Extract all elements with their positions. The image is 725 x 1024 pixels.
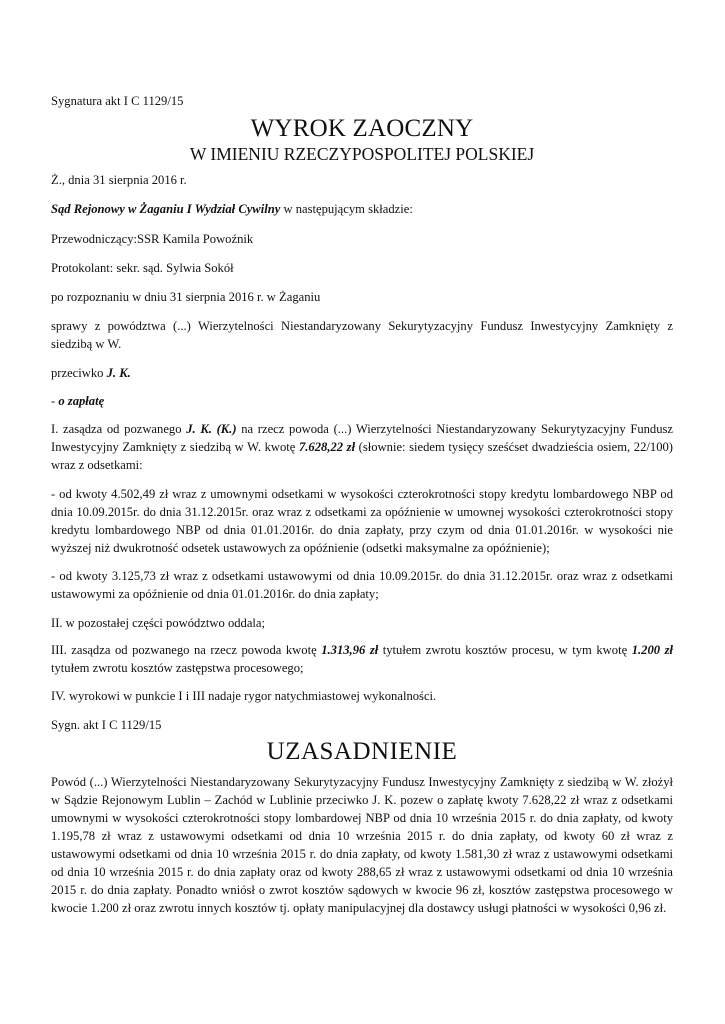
- court-composition: [51, 200, 673, 218]
- defendant-name: J. K.: [106, 366, 131, 380]
- interest-bullet-1: - od kwoty 4.502,49 zł wraz z umownymi odsetkami w wysokości czterokrotności stopy kredytu lombardowego NBP od dnia 10.09.2015r. do dnia 31.12.2015r. oraz wraz z odsetkami za opóźnienie w umownej wysokości czterokrotności stopy kredytu lombardowego NBP od dnia 01.01.2016r. do dnia zapłaty, przy czym od dnia 01.01.2016r. w wysokości nie wyższej niż dwukrotność odsetek ustawowych za opóźnienie (odsetki maksymalne za opóźnienie);: [51, 487, 673, 555]
- interest-bullet-2: - od kwoty 3.125,73 zł wraz z odsetkami ustawowymi od dnia 10.09.2015r. do dnia 31.12.2015r. oraz wraz z odsetkami ustawowymi za opóźnienie od dnia 01.01.2016r. do dnia zapłaty;: [51, 569, 673, 601]
- verdict-point-2: II. w pozostałej części powództwo oddala;: [51, 616, 266, 630]
- subject-text: o zapłatę: [58, 394, 105, 408]
- point3-middle: tytułem zwrotu kosztów procesu, w tym kwotę: [378, 643, 632, 657]
- judgment-subtitle: W IMIENIU RZECZYPOSPOLITEJ POLSKIEJ: [189, 144, 535, 164]
- justification-text: Powód (...) Wierzytelności Niestandaryzowany Sekurytyzacyjny Fundusz Inwestycyjny Zamknięty z siedzibą w W. złożył w Sądzie Rejonowym Lublin – Zachód w Lublinie przeciwko J. K. pozew o zapłatę kwoty 7.628,22 zł wraz z odsetkami umownymi w wysokości czterokrotności stopy lombardowej NBP od dnia 10 września 2015 r. do dnia zapłaty, od kwoty 1.195,78 zł wraz z ustawowymi odsetkami od dnia 10 września 2015 r. do dnia zapłaty, od kwoty 60 zł wraz z ustawowymi odsetkami od dnia 10 września 2015 r. do dnia zapłaty, od kwoty 1.581,30 zł wraz z ustawowymi odsetkami od dnia 10 września 2015 r. do dnia zapłaty oraz od kwoty 288,65 zł wraz z ustawowymi odsetkami od dnia 10 września 2015 r. do dnia zapłaty. Ponadto wniósł o zwrot kosztów sądowych w kwocie 96 zł, kosztów zastępstwa procesowego w kwocie 1.200 zł oraz zwrotu innych kosztów tj. opłaty manipulacyjnej dla dostawcy usługi płatności w wysokości 0,96 zł.: [51, 775, 673, 915]
- verdict-point-4: IV. wyrokowi w punkcie I i III nadaje rygor natychmiastowej wykonalności.: [51, 689, 437, 703]
- court-suffix: w następującym składzie:: [280, 202, 413, 216]
- point1-suffix: (słownie: siedem tysięcy sześćset dwadzieścia osiem, 22/100) wraz z odsetkami:: [51, 440, 673, 472]
- case-signature-top: Sygnatura akt I C 1129/15: [51, 94, 184, 108]
- court-clerk: Protokolant: sekr. sąd. Sylwia Sokół: [51, 261, 234, 275]
- case-defendant: [51, 364, 673, 382]
- point1-middle: na rzecz powoda (...) Wierzytelności Niestandaryzowany Sekurytyzacyjny Fundusz Inwestycyjny Zamknięty z siedzibą w W. kwotę: [51, 422, 673, 454]
- hearing-info: po rozpoznaniu w dniu 31 sierpnia 2016 r. w Żaganiu: [51, 290, 321, 304]
- subject-prefix: -: [51, 394, 59, 408]
- point3-amount-2: 1.200 zł: [631, 643, 673, 657]
- point1-prefix: I. zasądza od pozwanego: [51, 422, 187, 436]
- point3-amount-1: 1.313,96 zł: [321, 643, 379, 657]
- justification-title: UZASADNIENIE: [266, 738, 458, 765]
- verdict-point-3: [51, 641, 673, 677]
- against-prefix: przeciwko: [51, 366, 107, 380]
- case-subject: [51, 392, 673, 410]
- point1-amount: 7.628,22 zł: [298, 440, 356, 454]
- point1-defendant: J. K. (K.): [186, 422, 237, 436]
- court-name: Sąd Rejonowy w Żaganiu I Wydział Cywilny: [51, 202, 281, 216]
- case-signature-bottom: Sygn. akt I C 1129/15: [51, 718, 162, 732]
- case-claimant: sprawy z powództwa (...) Wierzytelności Niestandaryzowany Sekurytyzacyjny Fundusz Inwestycyjny Zamknięty z siedzibą w W.: [51, 319, 673, 351]
- judgment-title: WYROK ZAOCZNY: [250, 115, 474, 142]
- point3-suffix: tytułem zwrotu kosztów zastępstwa procesowego;: [51, 661, 304, 675]
- verdict-point-1: [51, 420, 673, 474]
- place-date: Ż., dnia 31 sierpnia 2016 r.: [51, 173, 187, 187]
- presiding-judge: Przewodniczący:SSR Kamila Powoźnik: [51, 232, 254, 246]
- point3-prefix: III. zasądza od pozwanego na rzecz powoda kwotę: [51, 643, 322, 657]
